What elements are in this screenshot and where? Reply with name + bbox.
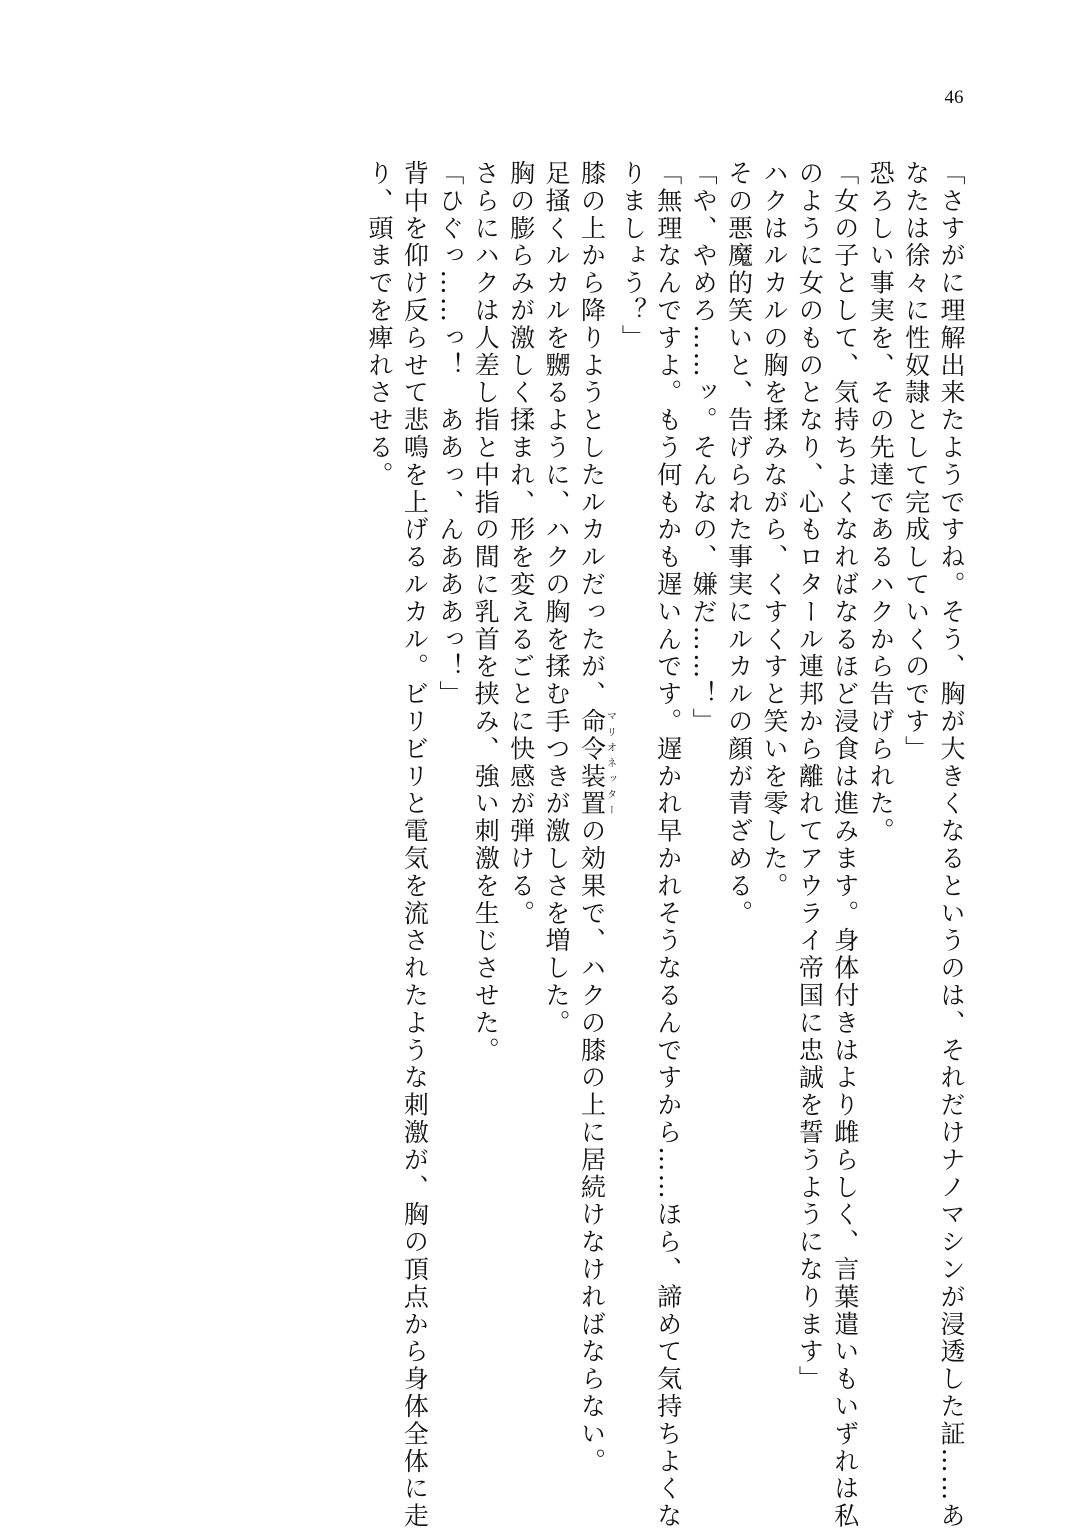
text-line: のように女のものとなり、心もロタール連邦から離れてアウライ帝国に忠誠を誓うようになります」	[795, 160, 825, 1393]
text-line: 「や、やめろ……ッ。そんなの、嫌だ……！」	[689, 160, 719, 736]
page-number: 46	[944, 87, 964, 108]
text-line: その悪魔的笑いと、告げられた事実にルカルの顔が青ざめる。	[724, 160, 754, 928]
ruby-base: 命令装置	[577, 708, 607, 818]
text-line: りましょう？」	[618, 160, 648, 352]
novel-text-block	[362, 160, 969, 1530]
text-line: り、頭までを痺れさせる。	[365, 160, 394, 489]
text-line: 「女の子として、気持ちよくなればなるほど浸食は進みます。身体付きはより雌らしく、言葉遣いもいずれは私	[830, 160, 860, 1530]
text-line: 「さすがに理解出来たようですね。そう、胸が大きくなるというのは、それだけナノマシンが浸透した証……あ	[937, 160, 966, 1530]
text-line: 足掻くルカルを嬲るように、ハクの胸を揉む手つきが激しさを増した。	[542, 160, 572, 1037]
text-line: 「ひぐっ……っ！ ああっ、んあああっ！」	[435, 160, 465, 708]
text-line: なたは徐々に性奴隷として完成していくのです」	[901, 160, 931, 763]
text-line: さらにハクは人差し指と中指の間に乳首を挟み、強い刺激を生じさせた。	[471, 160, 501, 1065]
text-line: 「無理なんですよ。もう何もかも遅いんです。遅かれ早かれそうなるんですから……ほら、諦めて気持ちよくな	[653, 160, 683, 1530]
text-line: 背中を仰け反らせて悲鳴を上げるルカル。ビリビリと電気を流されたような刺激が、胸の頂点から身体全体に走	[400, 160, 430, 1530]
ruby-annotation	[577, 708, 616, 818]
text-line: 恐ろしい事実を、その先達であるハクから告げられた。	[866, 160, 896, 845]
ruby-reading: マリオネッター	[604, 708, 616, 818]
text-line: ハクはルカルの胸を揉みながら、くすくすと笑いを零した。	[759, 160, 789, 900]
text-line-with-ruby	[574, 160, 616, 1476]
text-line: 胸の膨らみが激しく揉まれ、形を変えるごとに快感が弾ける。	[506, 160, 536, 928]
text-segment: 膝の上から降りようとしたルカルだったが、	[577, 160, 607, 708]
text-segment: の効果で、ハクの膝の上に居続けなければならない。	[577, 817, 607, 1476]
